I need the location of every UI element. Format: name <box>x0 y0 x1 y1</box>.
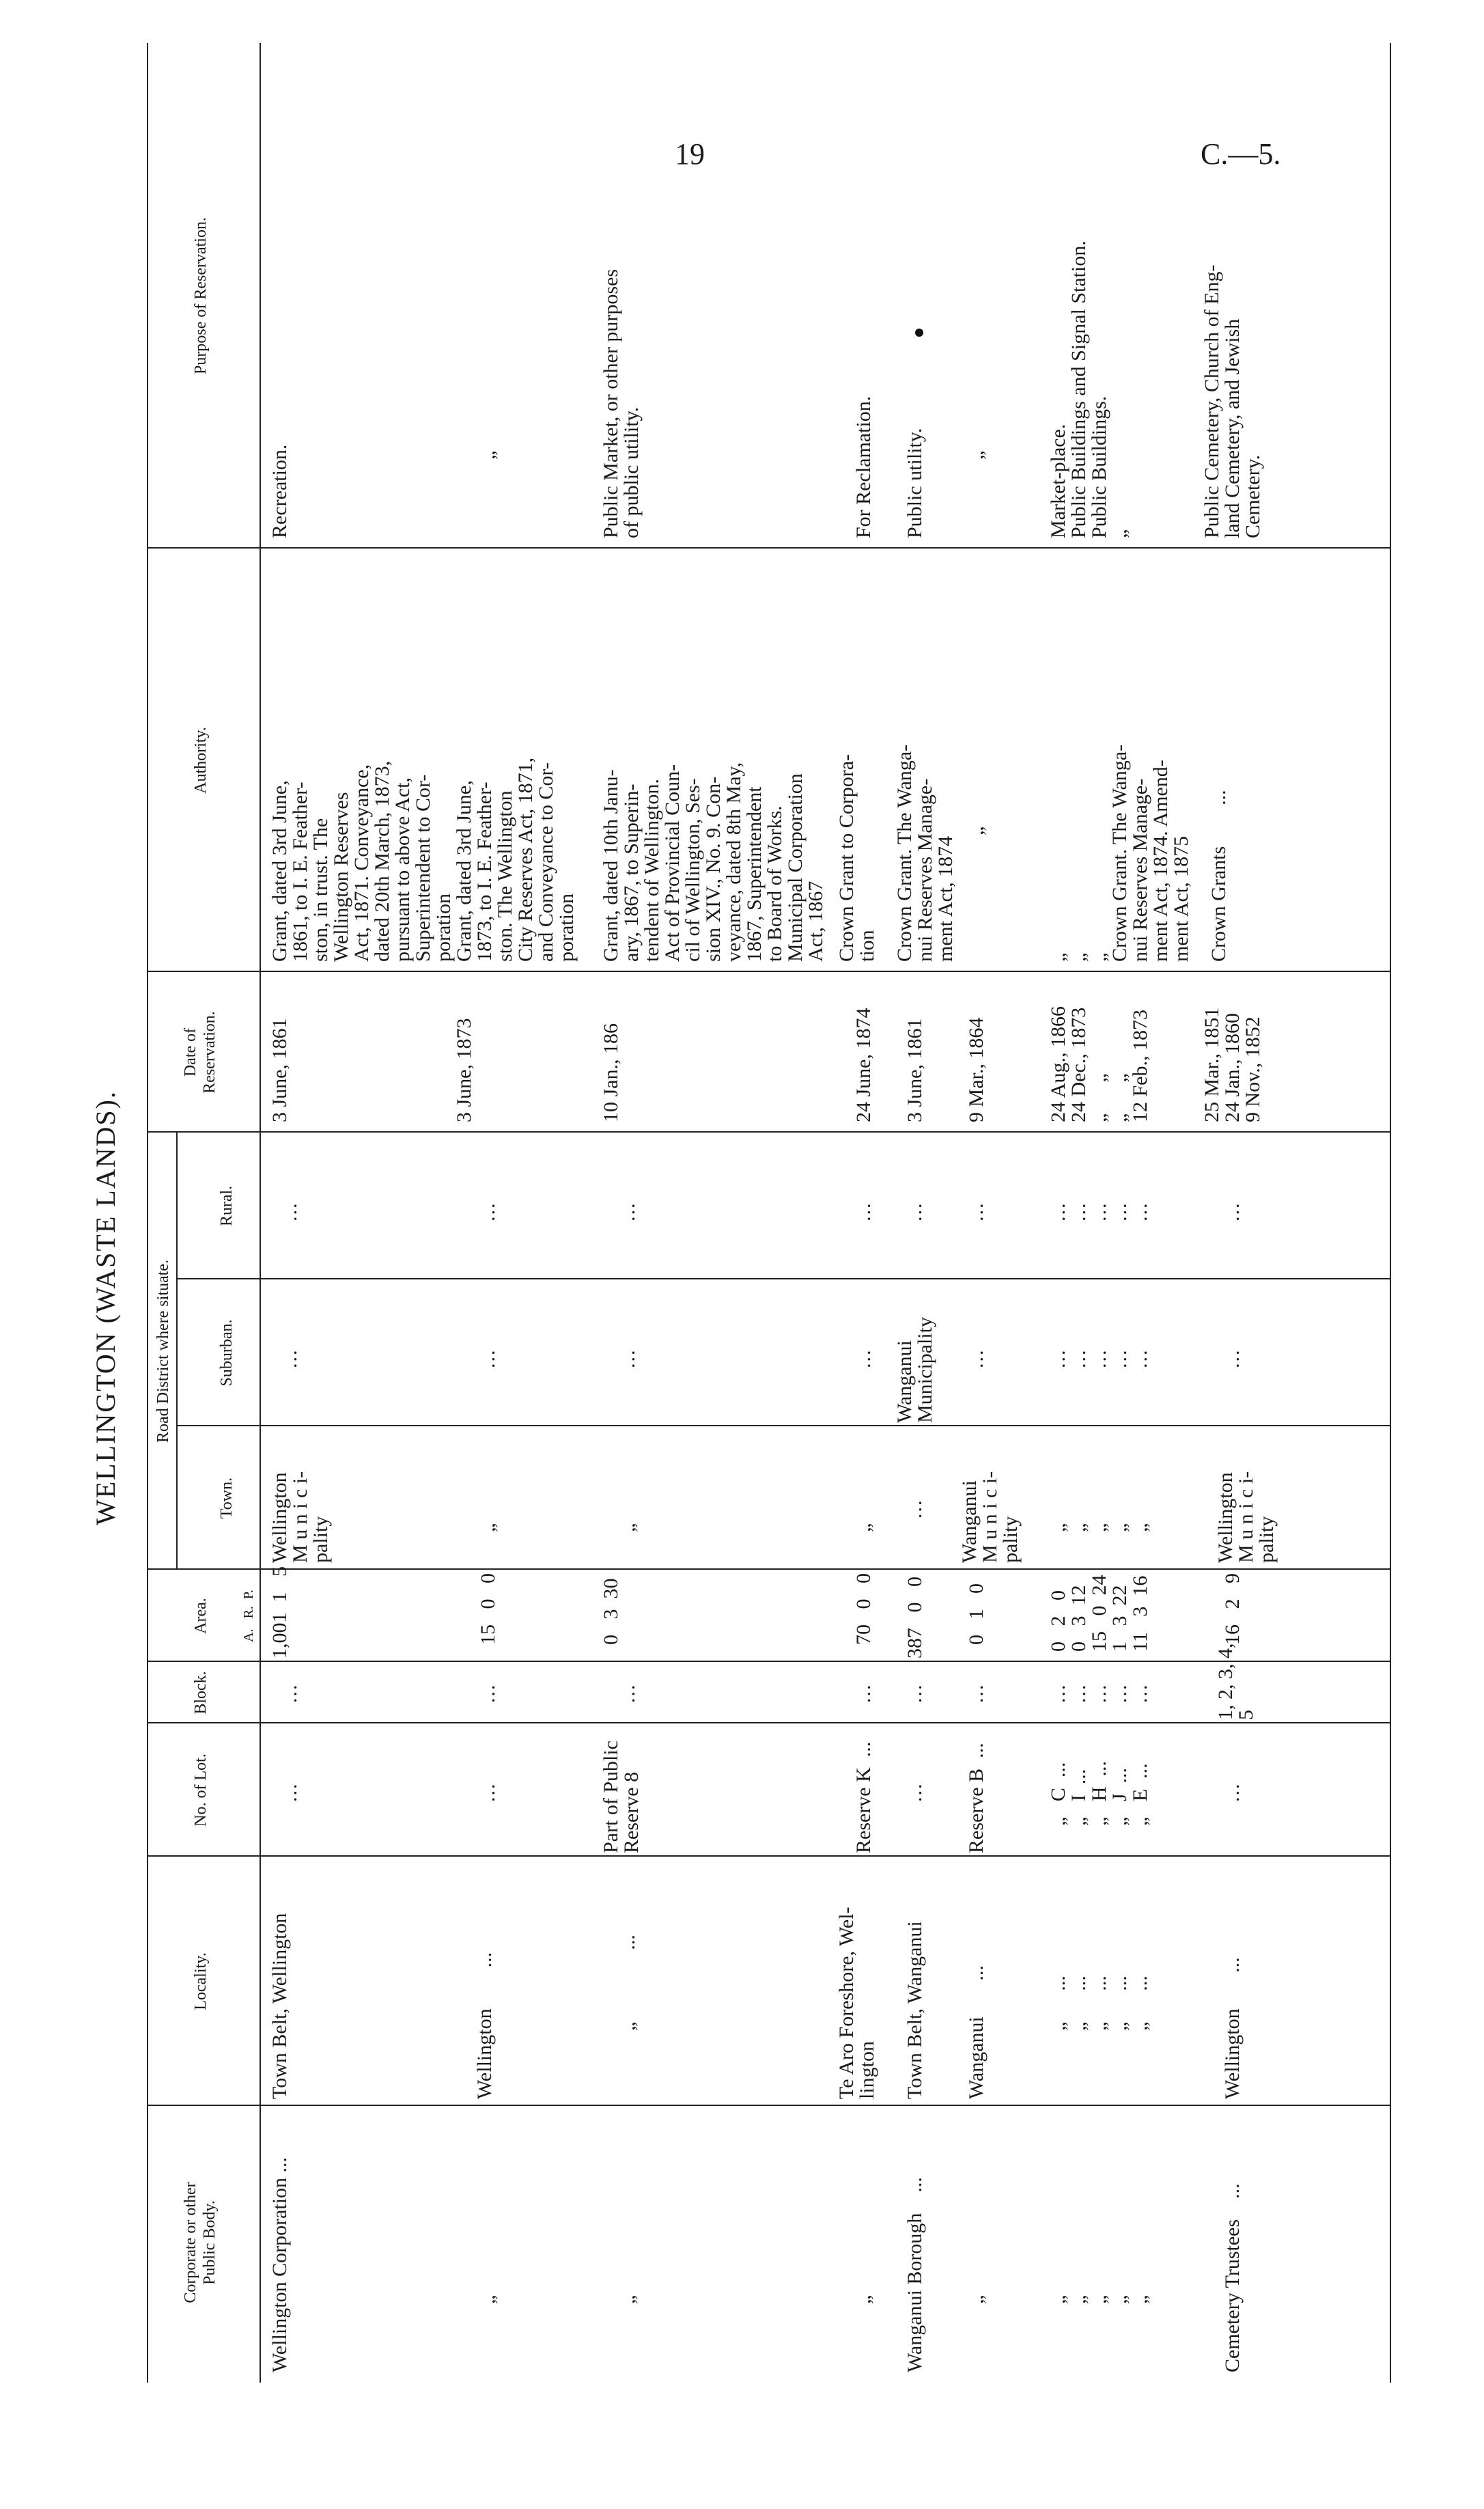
row2-area: 15 0 0 <box>477 1573 499 1645</box>
header-rural: Rural. <box>218 1185 236 1227</box>
table-title: WELLINGTON (WASTE LANDS). <box>90 1090 121 1525</box>
rows7-11-date: 24 Aug., 1866 24 Dec., 1873 „ „ „ „ 12 Feb., 1873 <box>1047 1006 1151 1122</box>
row4-block: ... <box>852 1683 875 1703</box>
row1-area: 1,001 1 5 <box>268 1566 291 1659</box>
col-sep-2 <box>147 1855 1390 1857</box>
row12-town: Wellington M u n i c i- pality <box>1214 1471 1278 1563</box>
row3-suburban: ... <box>617 1348 639 1368</box>
row2-body: „ <box>477 2295 499 2304</box>
row6-block: ... <box>965 1683 988 1703</box>
header-bottom-rule <box>260 43 261 2383</box>
col-sep-3 <box>147 1722 1390 1723</box>
col-sep-4 <box>147 1661 1390 1662</box>
row1-purpose: Recreation. <box>268 444 291 538</box>
row1-block: ... <box>279 1683 301 1703</box>
row12-purpose: Public Cemetery, Church of Eng- land Cemetery, and Jewish Cemetery. <box>1201 264 1264 538</box>
row2-lot: ... <box>477 1782 499 1802</box>
row5-block: ... <box>904 1683 926 1703</box>
row12-authority: Crown Grants ... <box>1207 790 1230 962</box>
row6-purpose: „ <box>965 450 988 460</box>
row6-locality: Wanganui ... <box>965 1965 988 2099</box>
row2-town: „ <box>477 1523 499 1532</box>
col-sep-1 <box>147 2105 1390 2106</box>
rows7-11-body: „ „ „ „ „ <box>1047 2295 1151 2304</box>
row3-lot: Part of Public Reserve 8 <box>600 1741 643 1853</box>
rows7-11-locality: „ ... „ ... „ ... „ ... „ ... <box>1047 1976 1151 2031</box>
rows7-11-rural: ... ... ... ... ... <box>1047 1202 1151 1221</box>
road-district-rule <box>176 1133 178 1570</box>
row2-suburban: ... <box>477 1348 499 1368</box>
row4-lot: Reserve K ... <box>852 1741 875 1853</box>
row3-locality: „ ... <box>617 1935 639 2031</box>
row5-town: ... <box>904 1499 926 1519</box>
row1-authority: Grant, dated 3rd June, 1861, to I. E. Feather- ston, in trust. The Wellington Reserves Act, 1871. Conveyance, dated 20th March, 1873, pursuant to above Act, Superintendent to Cor- poration <box>268 760 455 962</box>
row3-block: ... <box>617 1683 639 1703</box>
row5-suburban: Wanganui Municipality <box>893 1317 936 1423</box>
row2-rural: ... <box>477 1202 499 1221</box>
rows7-11-block: ... ... ... ... ... <box>1047 1683 1151 1703</box>
row6-suburban: ... <box>965 1348 988 1368</box>
row4-locality: Te Aro Foreshore, Wel- lington <box>835 1907 878 2099</box>
row1-town: Wellington M u n i c i- pality <box>268 1471 332 1563</box>
row5-date: 3 June, 1861 <box>904 1018 926 1122</box>
row3-body: „ <box>617 2295 639 2304</box>
header-lot: No. of Lot. <box>192 1753 210 1827</box>
header-body: Corporate or other Public Body. <box>182 2182 219 2303</box>
table-bottom-rule <box>1390 43 1391 2383</box>
rows7-11-town: „ „ „ „ „ <box>1047 1523 1151 1532</box>
row4-body: „ <box>852 2295 875 2304</box>
col-sep-6 <box>176 1425 1390 1426</box>
row6-area: 0 1 0 <box>965 1583 988 1645</box>
header-authority: Authority. <box>192 727 210 794</box>
row3-town: „ <box>617 1523 639 1532</box>
row4-purpose: For Reclamation. <box>852 396 875 538</box>
row6-rural: ... <box>965 1202 988 1221</box>
rows7-11-purpose: Market-place. Public Buildings and Signal Station. Public Buildings. „ <box>1047 240 1131 538</box>
header-area: Area. <box>192 1598 210 1634</box>
row6-body: „ <box>965 2295 988 2304</box>
row6-authority: „ <box>965 826 988 835</box>
col-sep-5 <box>147 1568 1390 1570</box>
row12-date: 25 Mar., 1851 24 Jan., 1860 9 Nov., 1852 <box>1201 1007 1264 1122</box>
row12-suburban: ... <box>1221 1348 1244 1368</box>
header-area-units: A. R. P. <box>241 1590 256 1642</box>
row12-locality: Wellington ... <box>1221 1957 1244 2099</box>
rows7-11-lot: „ C ... „ I ... „ H ... „ J ... „ E ... <box>1047 1761 1151 1826</box>
row6-date: 9 Mar., 1864 <box>965 1017 988 1122</box>
ink-dot <box>915 329 923 337</box>
row5-body: Wanganui Borough ... <box>904 2177 926 2372</box>
header-road-district: Road District where situate. <box>154 1260 172 1443</box>
rows7-11-suburban: ... ... ... ... ... <box>1047 1348 1151 1368</box>
header-date: Date of Reservation. <box>182 1011 219 1094</box>
row1-body: Wellington Corporation ... <box>268 2157 291 2372</box>
row1-date: 3 June, 1861 <box>268 1018 291 1122</box>
row12-block: 1, 2, 3, 4, 5 <box>1214 1643 1257 1720</box>
row3-rural: ... <box>617 1202 639 1221</box>
col-sep-8 <box>147 1131 1390 1133</box>
col-sep-9 <box>147 971 1390 972</box>
header-block: Block. <box>192 1671 210 1715</box>
row3-date: 10 Jan., 186 <box>600 1023 622 1122</box>
row12-body: Cemetery Trustees ... <box>1221 2183 1244 2372</box>
header-purpose: Purpose of Reservation. <box>192 217 210 374</box>
row5-lot: ... <box>904 1782 926 1802</box>
row4-authority: Crown Grant to Corpora- tion <box>835 753 878 962</box>
rows7-11-authority: „ „ „ Crown Grant. The Wanga- nui Reserves Manage- ment Act, 1874. Amend- ment Act, 1875 <box>1047 744 1192 962</box>
row2-locality: Wellington ... <box>473 1952 496 2099</box>
row1-suburban: ... <box>279 1348 301 1368</box>
row5-authority: Crown Grant. The Wanga- nui Reserves Manage- ment Act, 1874 <box>893 744 957 962</box>
row1-rural: ... <box>279 1202 301 1221</box>
table-top-rule <box>147 43 148 2383</box>
row6-lot: Reserve B ... <box>965 1743 988 1853</box>
row12-lot: ... <box>1221 1782 1244 1802</box>
row2-block: ... <box>477 1683 499 1703</box>
row2-purpose: „ <box>477 450 499 460</box>
row12-rural: ... <box>1221 1202 1244 1221</box>
header-locality: Locality. <box>192 1952 210 2010</box>
row4-area: 70 0 0 <box>852 1573 875 1645</box>
row4-rural: ... <box>852 1202 875 1221</box>
page-number: 19 <box>675 137 705 171</box>
row3-purpose: Public Market, or other purposes of public utility. <box>600 268 643 538</box>
document-reference: C.—5. <box>1201 137 1281 171</box>
row4-town: „ <box>852 1523 875 1532</box>
row5-locality: Town Belt, Wanganui <box>904 1921 926 2099</box>
row3-authority: Grant, dated 10th Janu- ary, 1867, to Superin- tendent of Wellington. Act of Provincial Coun- cil of Wellington, Ses- sion XIV., No. 9. Con- veyance, dated 8th May, 1867, Superintendent to Board of Works. Municipal Corporation Act, 1867 <box>600 762 827 962</box>
row5-purpose: Public utility. <box>904 428 926 538</box>
row1-lot: ... <box>279 1782 301 1802</box>
col-sep-7 <box>176 1278 1390 1279</box>
row6-town: Wanganui M u n i c i- pality <box>958 1471 1022 1563</box>
row4-date: 24 June, 1874 <box>852 1008 875 1122</box>
row5-area: 387 0 0 <box>904 1577 926 1659</box>
rows7-11-area: 0 2 0 0 3 12 15 0 24 1 3 22 11 3 16 <box>1047 1575 1151 1652</box>
col-sep-10 <box>147 547 1390 549</box>
row2-date: 3 June, 1873 <box>453 1018 475 1122</box>
row12-area: 16 2 9 <box>1221 1573 1244 1645</box>
header-suburban: Suburban. <box>218 1319 236 1387</box>
row2-authority: Grant, dated 3rd June, 1873, to I. E. Feather- ston. The Wellington City Reserves Act, 1871, and Conveyance to Cor- poration <box>453 757 578 962</box>
row3-area: 0 3 30 <box>600 1578 622 1645</box>
row4-suburban: ... <box>852 1348 875 1368</box>
row1-locality: Town Belt, Wellington <box>268 1913 291 2099</box>
row5-rural: ... <box>904 1202 926 1221</box>
header-town: Town. <box>218 1477 236 1519</box>
